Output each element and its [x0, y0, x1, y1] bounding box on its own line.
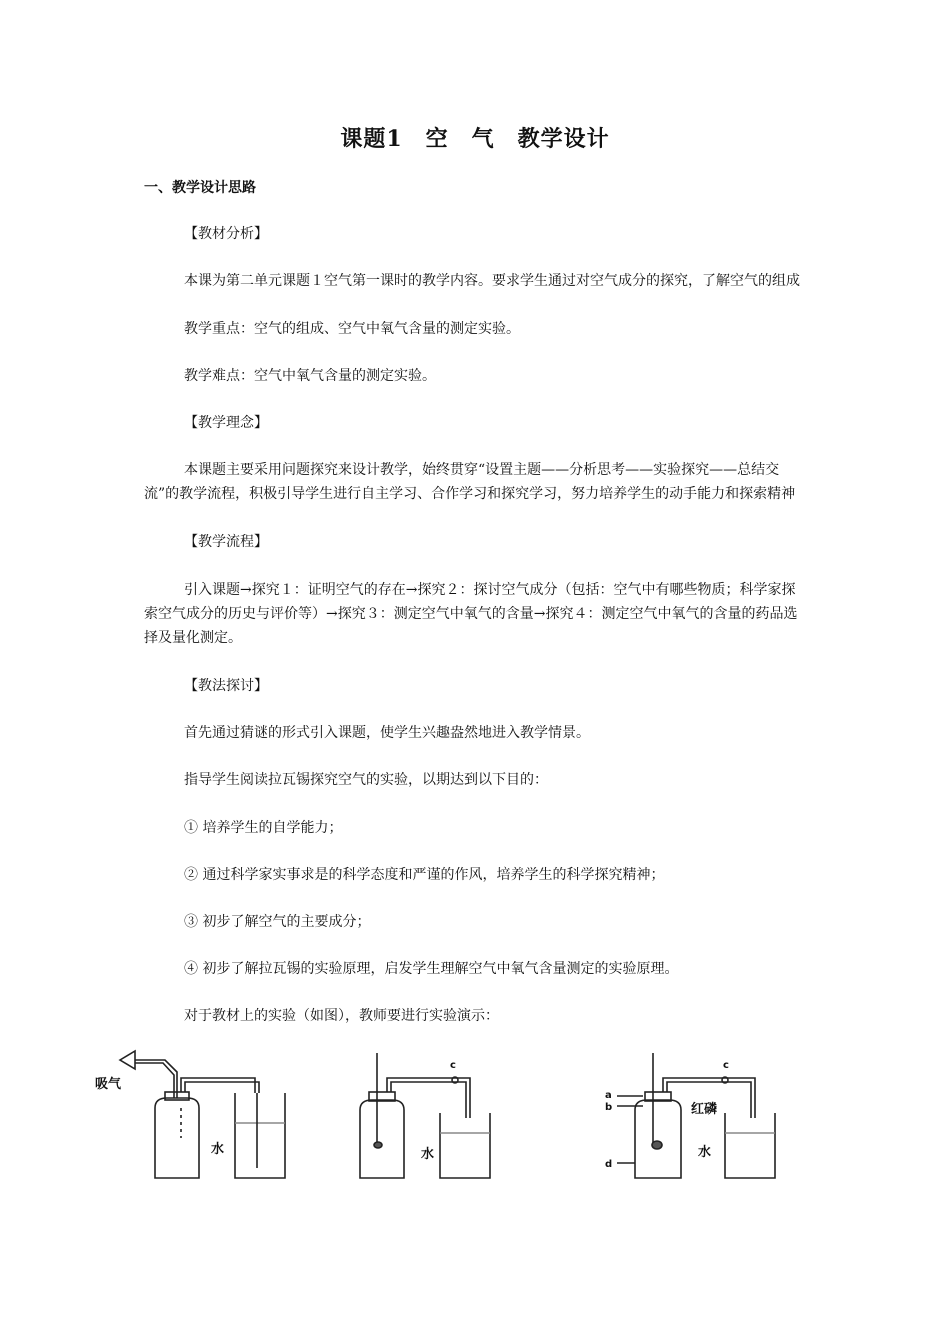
- key-point: 教学重点：空气的组成、空气中氧气含量的测定实验。: [184, 321, 520, 337]
- water-label: 水: [698, 1145, 712, 1160]
- process-text: 引入课题→探究１：证明空气的存在→探究２：探讨空气成分（包括：空气中有哪些物质；科学家探索空气成分的历史与评价等）→探究３：测定空气中氧气的含量→探究４：测定空气中氧气的含量的药品选择及量化测定。: [144, 582, 798, 646]
- concept-text: 本课题主要采用问题探究来设计教学，始终贯穿“设置主题——分析思考——实验探究——总结交流”的教学流程，积极引导学生进行自主学习、合作学习和探究学习，努力培养学生的动手能力和探索精神: [144, 462, 796, 502]
- page-title: 课题1 空 气 教学设计: [340, 126, 610, 152]
- clamp-label: c: [450, 1060, 456, 1071]
- water-label: 水: [421, 1147, 435, 1162]
- gas-bottle: [635, 1100, 681, 1178]
- gas-bottle: [360, 1100, 404, 1178]
- red-phosphorus-label: 红磷: [691, 1102, 718, 1117]
- beaker: [235, 1093, 285, 1178]
- gas-bottle: [155, 1098, 199, 1178]
- label-d: d: [605, 1159, 613, 1170]
- method-paragraph-2: 指导学生阅读拉瓦锡探究空气的实验，以期达到以下目的：: [184, 772, 548, 788]
- funnel-icon: [120, 1051, 135, 1069]
- goal-item: ② 通过科学家实事求是的科学态度和严谨的作风，培养学生的科学探究精神；: [184, 867, 665, 883]
- water-label: 水: [211, 1142, 225, 1157]
- beaker: [725, 1113, 775, 1178]
- inhale-label: 吸气: [95, 1077, 122, 1092]
- demo-text: 对于教材上的实验（如图），教师要进行实验演示：: [184, 1008, 499, 1024]
- beaker: [440, 1113, 490, 1178]
- figure-1-apparatus: [120, 1051, 285, 1178]
- goal-item: ① 培养学生的自学能力；: [184, 820, 343, 836]
- section-heading: 一、教学设计思路: [144, 180, 256, 196]
- clamp-label: c: [723, 1060, 729, 1071]
- goal-item: ④ 初步了解拉瓦锡的实验原理，启发学生理解空气中氧气含量测定的实验原理。: [184, 961, 679, 977]
- label-a: a: [605, 1090, 612, 1101]
- goal-item: ③ 初步了解空气的主要成分；: [184, 914, 371, 930]
- material-heading: 【教材分析】: [184, 226, 268, 242]
- process-heading: 【教学流程】: [184, 534, 268, 550]
- concept-heading: 【教学理念】: [184, 415, 268, 431]
- method-paragraph-1: 首先通过猜谜的形式引入课题，使学生兴趣盎然地进入教学情景。: [184, 725, 590, 741]
- label-b: b: [605, 1102, 613, 1113]
- material-text: 本课为第二单元课题１空气第一课时的教学内容。要求学生通过对空气成分的探究，了解空气的组成: [184, 273, 800, 289]
- experiment-figures: [95, 1048, 815, 1188]
- difficult-point: 教学难点：空气中氧气含量的测定实验。: [184, 368, 436, 384]
- method-heading: 【教法探讨】: [184, 678, 268, 694]
